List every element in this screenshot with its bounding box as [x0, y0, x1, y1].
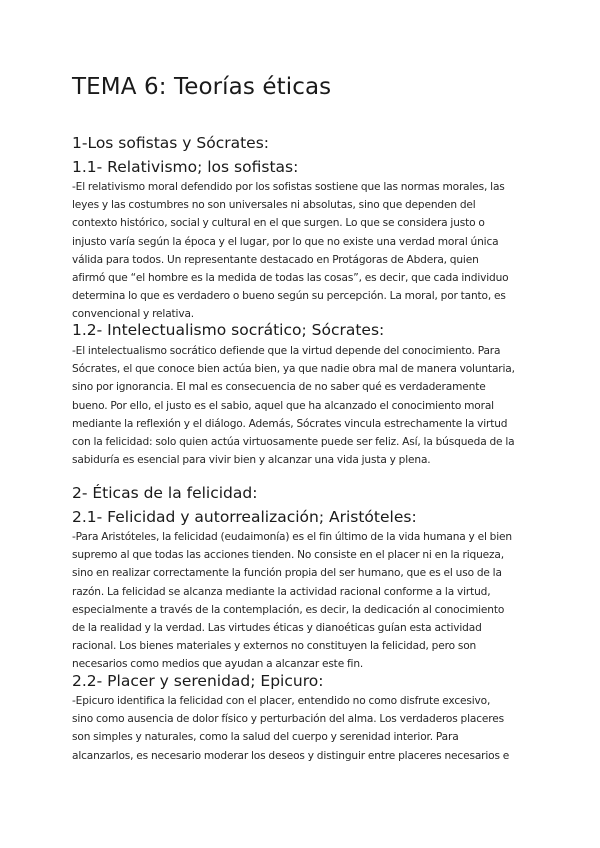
subsection-1-2-title: 1.2- Intelectualismo socrático; Sócrates:	[72, 321, 385, 339]
subsection-1-1-title: 1.1- Relativismo; los sofistas:	[72, 158, 299, 176]
section-1-title: 1-Los sofistas y Sócrates:	[72, 134, 270, 152]
subsection-1-1-paragraph	[72, 178, 527, 324]
paragraph-line: sino como ausencia de dolor físico y perturbación del alma. Los verdaderos placeres	[72, 713, 504, 726]
paragraph-line: racional. Los bienes materiales y externos no constituyen la felicidad, pero son	[72, 640, 477, 653]
paragraph-line: razón. La felicidad se alcanza mediante la actividad racional conforme a la virtud,	[72, 585, 491, 598]
paragraph-line: alcanzarlos, es necesario moderar los deseos y distinguir entre placeres necesarios e	[72, 749, 510, 762]
paragraph-line: necesarios como medios que ayudan a alcanzar este fin.	[72, 658, 364, 671]
section-2-title: 2- Éticas de la felicidad:	[72, 484, 258, 502]
paragraph-line: mediante la reflexión y el diálogo. Además, Sócrates vincula estrechamente la virtud	[72, 417, 508, 430]
paragraph-line: de la realidad y la verdad. Las virtudes éticas y dianoéticas guían esta actividad	[72, 622, 482, 635]
paragraph-line: válida para todos. Un representante destacado en Protágoras de Abdera, quien	[72, 253, 479, 266]
paragraph-line: sino en realizar correctamente la función propia del ser humano, que es el uso de la	[72, 567, 502, 580]
paragraph-line: supremo al que todas las acciones tienden. No consiste en el placer ni en la riqueza,	[72, 549, 504, 562]
paragraph-line: contexto histórico, social y cultural en el que surgen. Lo que se considera justo o	[72, 217, 485, 230]
paragraph-line: son simples y naturales, como la salud del cuerpo y serenidad interior. Para	[72, 731, 459, 744]
paragraph-line: afirmó que “el hombre es la medida de todas las cosas”, es decir, que cada individuo	[72, 272, 509, 285]
paragraph-line: -Epicuro identifica la felicidad con el placer, entendido no como disfrute excesivo,	[72, 695, 491, 707]
paragraph-line: sabiduría es esencial para vivir bien y alcanzar una vida justa y plena.	[72, 454, 431, 467]
paragraph-line: especialmente a través de la contemplación, es decir, la dedicación al conocimiento	[72, 603, 505, 616]
paragraph-line: leyes y las costumbres no son universales ni absolutas, sino que dependen del	[72, 199, 476, 212]
paragraph-line: bueno. Por ello, el justo es el sabio, aquel que ha alcanzado el conocimiento moral	[72, 399, 494, 412]
subsection-1-2-paragraph	[72, 342, 527, 469]
paragraph-line: -El relativismo moral defendido por los sofistas sostiene que las normas morales, las	[72, 181, 505, 193]
paragraph-line: determina lo que es verdadero o bueno según su percepción. La moral, por tanto, es	[72, 290, 506, 303]
subsection-2-1-paragraph	[72, 528, 527, 674]
document-title: TEMA 6: Teorías éticas	[72, 74, 332, 100]
subsection-2-2-paragraph	[72, 692, 527, 765]
subsection-2-2-title: 2.2- Placer y serenidad; Epicuro:	[72, 672, 324, 690]
paragraph-line: sino por ignorancia. El mal es consecuencia de no saber qué es verdaderamente	[72, 381, 486, 394]
paragraph-line: injusto varía según la época y el lugar, por lo que no existe una verdad moral única	[72, 235, 499, 248]
subsection-2-1-title: 2.1- Felicidad y autorrealización; Aristóteles:	[72, 508, 417, 526]
paragraph-line: convencional y relativa.	[72, 308, 195, 321]
paragraph-line: Sócrates, el que conoce bien actúa bien, ya que nadie obra mal de manera voluntaria,	[72, 363, 515, 376]
paragraph-line: con la felicidad: solo quien actúa virtuosamente puede ser feliz. Así, la búsqueda de la	[72, 436, 515, 449]
paragraph-line: -El intelectualismo socrático defiende que la virtud depende del conocimiento. Para	[72, 345, 501, 357]
paragraph-line: -Para Aristóteles, la felicidad (eudaimonía) es el fin último de la vida humana y el bien	[72, 531, 512, 543]
